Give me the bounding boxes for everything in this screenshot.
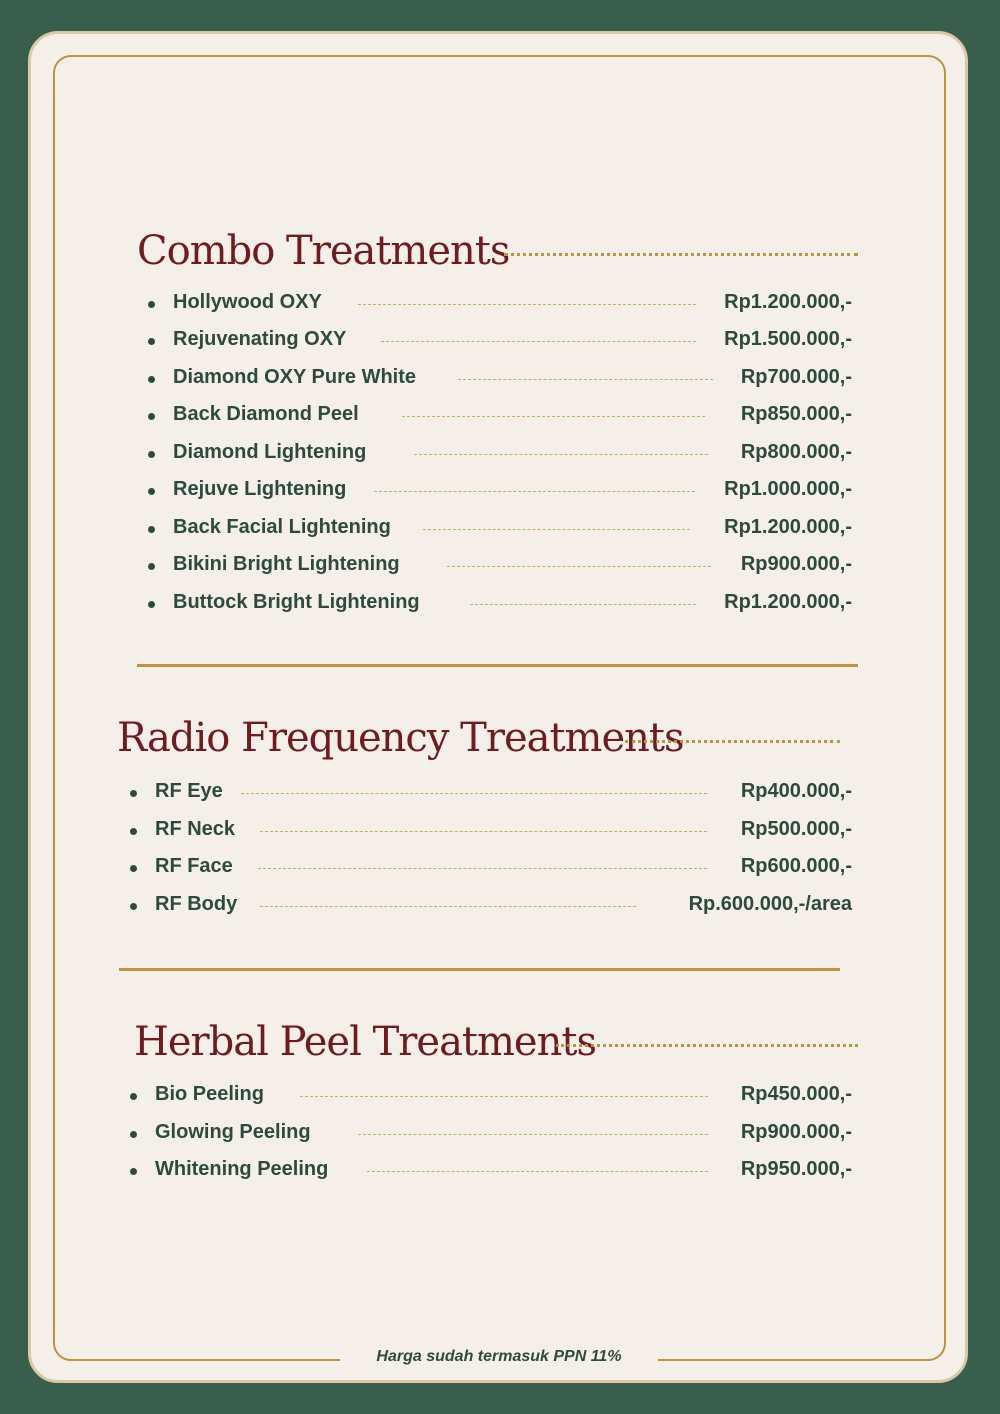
item-name: Hollywood OXY (173, 291, 322, 313)
item-price: Rp1.000.000,- (724, 478, 852, 500)
section-title: Radio Frequency Treatments (117, 715, 684, 761)
leader-line (447, 566, 711, 567)
item-name: Bio Peeling (155, 1083, 264, 1105)
leader-line (402, 416, 705, 417)
leader-line (260, 831, 707, 832)
section-divider (137, 664, 858, 667)
section-title: Combo Treatments (137, 228, 510, 274)
leader-line (381, 341, 696, 342)
leader-line (458, 379, 713, 380)
bullet-icon (130, 1168, 137, 1175)
bullet-icon (148, 488, 155, 495)
bullet-icon (148, 338, 155, 345)
leader-line (358, 304, 696, 305)
list-item (130, 779, 852, 809)
footer-tax-note: Harga sudah termasuk PPN 11% (340, 1347, 658, 1367)
title-leader (504, 253, 858, 256)
list-item (130, 817, 852, 847)
leader-line (258, 868, 707, 869)
item-price: Rp850.000,- (740, 403, 852, 425)
bullet-icon (130, 865, 137, 872)
list-item (148, 440, 852, 470)
title-leader (625, 740, 840, 743)
bullet-icon (130, 790, 137, 797)
bullet-icon (148, 563, 155, 570)
item-price: Rp1.200.000,- (724, 591, 852, 613)
leader-line (367, 1171, 708, 1172)
item-price: Rp1.500.000,- (724, 328, 852, 350)
item-price: Rp450.000,- (740, 1083, 852, 1105)
item-price: Rp900.000,- (740, 1121, 852, 1143)
item-price: Rp500.000,- (740, 818, 852, 840)
list-item (130, 1082, 852, 1112)
bullet-icon (148, 413, 155, 420)
leader-line (358, 1134, 708, 1135)
item-name: Rejuvenating OXY (173, 328, 347, 350)
leader-line (423, 529, 690, 530)
leader-line (260, 906, 636, 907)
list-item (130, 1157, 852, 1187)
section-title: Herbal Peel Treatments (134, 1019, 596, 1065)
bullet-icon (130, 1093, 137, 1100)
item-price: Rp.600.000,-/area (688, 893, 852, 915)
list-item (148, 590, 852, 620)
list-item (148, 327, 852, 357)
bullet-icon (130, 828, 137, 835)
list-item (148, 365, 852, 395)
item-name: Whitening Peeling (155, 1158, 329, 1180)
item-price: Rp800.000,- (740, 441, 852, 463)
bullet-icon (148, 526, 155, 533)
bullet-icon (130, 903, 137, 910)
leader-line (374, 491, 695, 492)
bullet-icon (130, 1131, 137, 1138)
title-leader (556, 1044, 858, 1047)
list-item (148, 552, 852, 582)
list-item (130, 1120, 852, 1150)
item-price: Rp950.000,- (740, 1158, 852, 1180)
list-item (130, 892, 852, 922)
item-name: RF Neck (155, 818, 236, 840)
item-name: Back Diamond Peel (173, 403, 359, 425)
leader-line (300, 1096, 708, 1097)
leader-line (414, 454, 708, 455)
list-item (148, 290, 852, 320)
bullet-icon (148, 601, 155, 608)
item-price: Rp1.200.000,- (724, 516, 852, 538)
item-name: Back Facial Lightening (173, 516, 391, 538)
section-divider (119, 968, 840, 971)
item-name: Diamond OXY Pure White (173, 366, 416, 388)
item-price: Rp1.200.000,- (724, 291, 852, 313)
list-item (148, 402, 852, 432)
item-name: Diamond Lightening (173, 441, 367, 463)
item-name: RF Body (155, 893, 238, 915)
bullet-icon (148, 376, 155, 383)
item-name: Rejuve Lightening (173, 478, 347, 500)
item-name: RF Face (155, 855, 233, 877)
list-item (148, 477, 852, 507)
item-price: Rp700.000,- (740, 366, 852, 388)
item-name: RF Eye (155, 780, 223, 802)
list-item (130, 854, 852, 884)
list-item (148, 515, 852, 545)
leader-line (241, 793, 707, 794)
item-name: Glowing Peeling (155, 1121, 311, 1143)
bullet-icon (148, 301, 155, 308)
item-price: Rp900.000,- (740, 553, 852, 575)
item-name: Buttock Bright Lightening (173, 591, 420, 613)
item-price: Rp600.000,- (740, 855, 852, 877)
leader-line (470, 604, 696, 605)
item-price: Rp400.000,- (740, 780, 852, 802)
item-name: Bikini Bright Lightening (173, 553, 400, 575)
bullet-icon (148, 451, 155, 458)
